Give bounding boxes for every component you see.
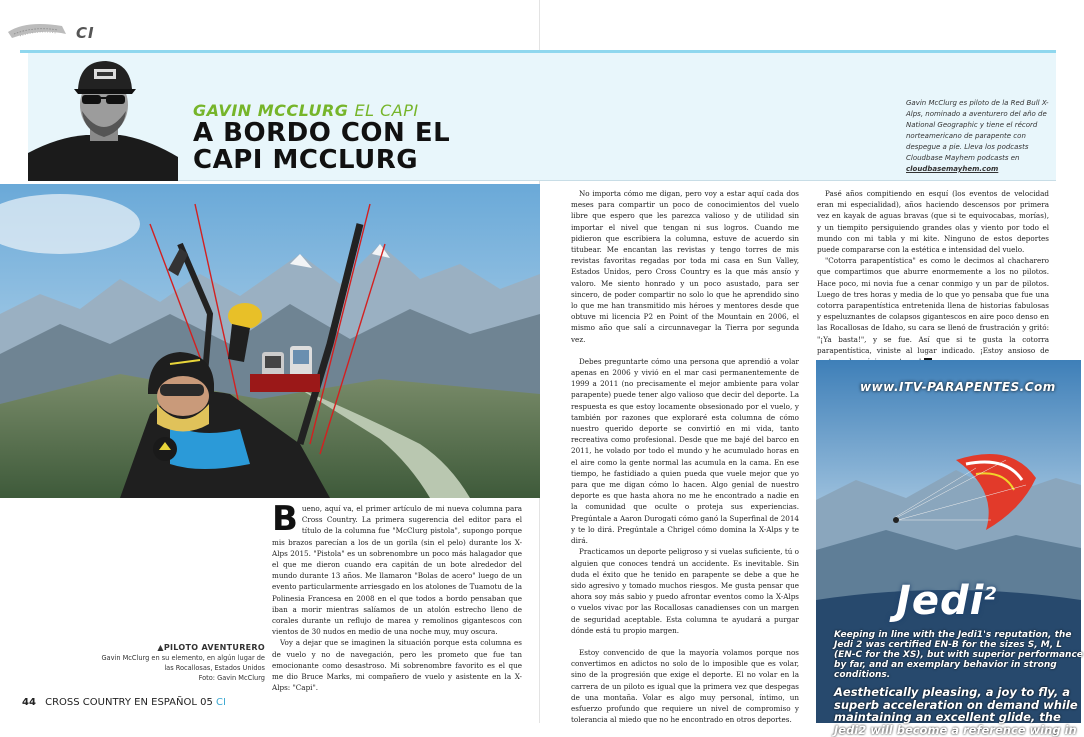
paragraph: Voy a dejar que se imaginen la situación porque esta columna es de vuelo y no de navegación, pero les prometo que fue tan emocionante como desastroso. Mi sobrenombre favorito es el que me dio Bruce Marks, mi compañero de vuelo y asistente en la X-Alps: "Capi". (272, 638, 522, 693)
paragraph: No importa cómo me digan, pero voy a estar aquí cada dos meses para compartir un poco de conocimientos del vuelo libre que espero que les parezca valioso y de utilidad sin importar el nivel que tengan ni sus logros. Cuando me pidieron que escribiera la columna, estuve de acuerdo sin titubear. Me encantan las revistas y tengo torres de mis revistas favoritas regadas por toda mi casa en Sun Valley, Estados Unidos, pero Cross Country es la que más ansío y valoro. Me siento honrado y un poco asustado, para ser sincero, de poder compartir no solo lo que he aprendido sino lo que me han transmitido mis héroes y mentores desde que obtuve mi licencia P2 en Point of the Mountain en 2006, el mismo año que salí a circunnavegar la Tierra por segunda vez. (571, 189, 799, 344)
headline-line-1: A BORDO CON EL (193, 118, 451, 148)
paragraph-text: "Cotorra parapentística" es como le decimos al chacharero que compartimos que aburre enormemente a los no pilotos. Hace poco, mi novia fue a cenar conmigo y un par de pilotos. Luego de tres horas y media de lo que yo pensaba que fue una cotorra parapentística entretenida llena de historias fabulosas y espeluznantes de colapsos gigantescos en aire poco denso en las Rocallosas de Idaho, su cara se llenó de frustración y gritó: "¡Ya basta!", y se fue. Así que si te gusta la cotorra parapentística, viniste al lugar indicado. ¡Estoy ansioso de (817, 256, 1049, 355)
paragraph: Estoy convencido de que la mayoría volamos porque nos convertimos en adictos no solo de lo imposible que es volar, sino de la progresión que exige el deporte. El no volar en la carrera de un piloto es igual que la primera vez que despegas de una montaña. Volar es algo muy personal, íntimo, un esfuerzo profundo que requiere un nivel de compromiso y tolerancia al miedo que no he encontrado en otros deportes. (571, 647, 799, 725)
magazine-title: CROSS COUNTRY EN ESPAÑOL 05 (45, 697, 213, 708)
ad-copy-large: Aesthetically pleasing, a joy to fly, a superb acceleration on demand while maintaining an excellent glide, the Jedi2 will become a reference wing in (834, 685, 1078, 737)
paragraph: Practicamos un deporte peligroso y si vuelas suficiente, tú o alguien que conoces tendrá un accidente. Es inevitable. Sin duda el éxito que he tenido en parapente se debe a que he sido agresivo y tomado muchos riesgos. Me gusta pensar que ahora soy más sabio y puedo afrontar eventos como la X-Alps o vuelos vivac por las Rocallosas canadienses con un margen de seguridad aceptable. Esta columna te ayudará a purgar dónde está tu propio margen. (571, 547, 799, 635)
logo-text: Jedi (896, 578, 985, 624)
intro-text: Gavin McClurg es piloto de la Red Bull X-Alps, nominado a aventurero del año de National Geographic y tiene el récord norteamericano de parapente con despegue a pie. Lleva los podcasts Cloudbase Mayhem podcasts en (906, 99, 1049, 162)
logo-superscript: 2 (984, 583, 998, 605)
photo-caption (100, 643, 265, 683)
paragraph: Debes preguntarte cómo una persona que aprendió a volar apenas en 2006 y vivió en el mar casi permanentemente de 1999 a 2011 (no precisamente el mejor ambiente para volar parapente) puede tener algo valioso que decir del deporte. La respuesta es que estoy locamente obsesionado por el vuelo, y también por razones que exploraré esta columna de cómo nuestro querido deporte se convirtió en mi vida, tanto recreativa como profesional. Desde que me bajé del barco en 2011, he volado por todo el mundo y he acumulado horas en el aire como la gente normal las acumula en la cama. En ese tiempo, he fastidiado a quien pueda que vuele mejor que yo para que me digan cómo lo hacen. Algo genial de nuestro deporte es que hasta ahora no me he encontrado a nadie en la comunidad que oculte o proteja sus experiencias. Pregúntale a Aaron Durogati cómo ganó la Superfinal de 2014 y te lo dirá. Pregúntale a Chrigel cómo domina la X-Alps y te dirá. (571, 356, 799, 546)
section-tag: CI (76, 24, 95, 42)
paragraph: ueno, aquí va, el primer artículo de mi nueva columna para Cross Country. La primera sugerencia del editor para el título de la columna fue "McClurg pistola", supongo porque mis brazos parecían a los de un gorila (sin el pelo) durante los X-Alps 2015. "Pistola" es un sobrenombre un poco más halagador que el que me dieron cuando era capitán de un bote alrededor del mundo durante 13 años. Me llamaron "Bolas de acero" luego de un evento particularmente arriesgado en los atolones de Tuamotu de la Polinesia Francesa en 2008 en el que todos a bordo pensaban que iban a morir mientras salíamos de un atolón estrecho lleno de corales durante un reflujo de marea y remolinos gigantescos con vientos de 30 nudos en medio de una noche muy, muy oscura. (272, 504, 522, 637)
author-intro (906, 98, 1056, 175)
jedi2-logo (896, 578, 998, 624)
section-tab (6, 18, 106, 44)
article-column-1 (272, 499, 522, 693)
paraglider-wing-icon (6, 18, 76, 42)
caption-credit: Foto: Gavin McClurg (198, 674, 265, 682)
paragraph: Pasé años compitiendo en esquí (los eventos de velocidad eran mi especialidad), años haciendo descensos por primera vez en kayak de aguas bravas (que si te equivocabas, morías), y un tiempito persiguiendo grandes olas y viento por todo el mundo con mi tabla y mi kite. Ninguno de estos deportes puede compararse con la estética e intensidad del vuelo. (817, 189, 1049, 255)
drop-cap: B (272, 499, 298, 539)
page-number: 44 (22, 697, 36, 708)
caption-title: ▲PILOTO AVENTURERO (157, 643, 265, 652)
intro-link[interactable]: cloudbasemayhem.com (906, 165, 999, 173)
paragraph (817, 255, 1049, 367)
main-photo (0, 184, 540, 498)
caption-text: Gavin McClurg en su elemento, en algún lugar de las Rocallosas, Estados Unidos (101, 654, 265, 672)
page-folio (22, 697, 226, 708)
headline-block (193, 101, 450, 174)
ad-url[interactable]: www.ITV-PARAPENTES.Com (860, 380, 1056, 394)
headline (193, 120, 450, 174)
ad-copy (834, 630, 1084, 736)
article-column-2 (571, 188, 799, 725)
header-band (28, 53, 1056, 181)
headline-line-2: CAPI MCCLURG (193, 145, 419, 175)
author-alias: EL CAPI (354, 101, 419, 120)
folio-section-mark: CI (216, 697, 226, 708)
jedi2-advertisement[interactable] (816, 360, 1083, 737)
article-column-3 (817, 188, 1049, 367)
author-name: GAVIN MCCLURG (193, 101, 349, 120)
ad-copy-small: Keeping in line with the Jedi1's reputation, the Jedi 2 was certified EN-B for the sizes S, M, L (EN-C for the XS), but with superior performance by far, and an exemplary behavior in strong conditions. (834, 630, 1083, 680)
author-portrait (28, 53, 178, 181)
